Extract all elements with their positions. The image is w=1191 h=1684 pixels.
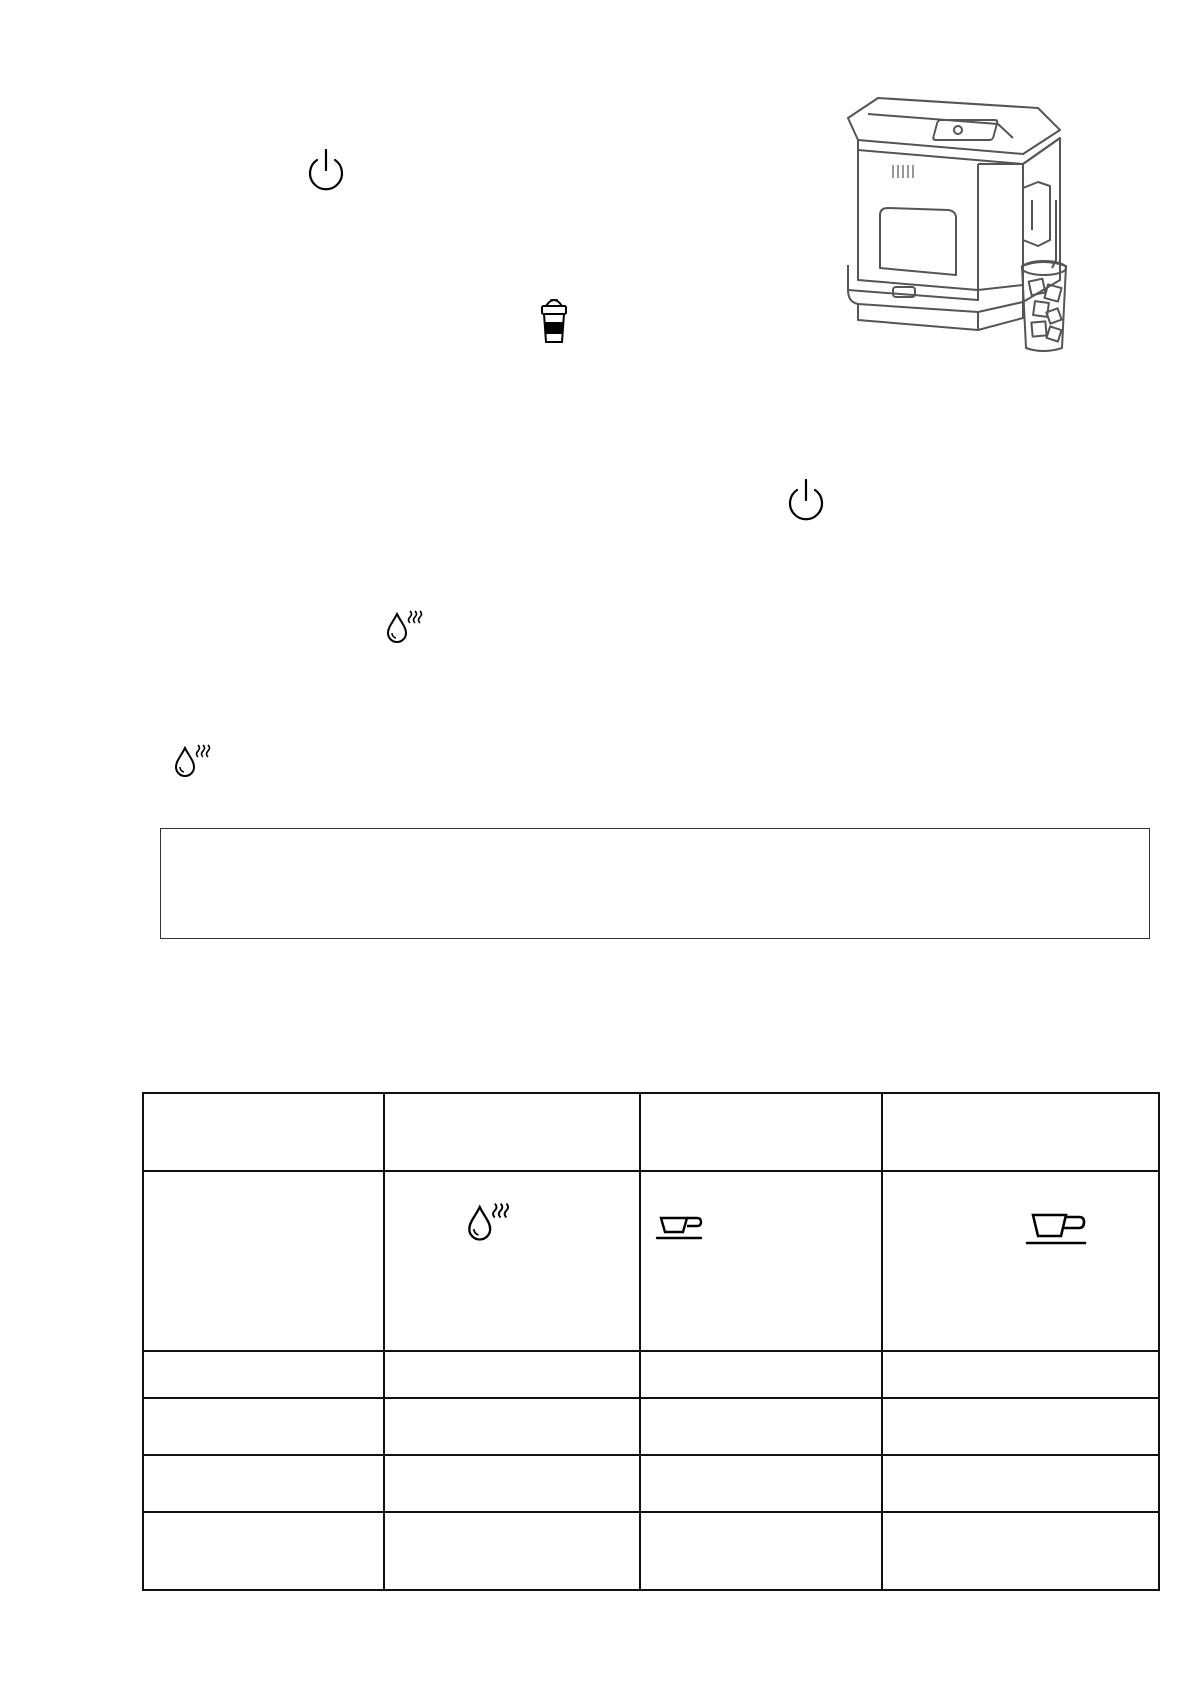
table-cell <box>640 1171 882 1351</box>
table-cell <box>384 1171 640 1351</box>
table-cell <box>640 1455 882 1512</box>
table-cell <box>384 1351 640 1398</box>
table-row <box>143 1455 1159 1512</box>
table-cell <box>640 1512 882 1590</box>
table-row <box>143 1171 1159 1351</box>
table-row <box>143 1398 1159 1455</box>
table-cell <box>882 1512 1159 1590</box>
table-cell <box>384 1093 640 1171</box>
note-box <box>160 828 1150 939</box>
travel-mug-icon <box>540 294 568 346</box>
table-cell <box>143 1093 384 1171</box>
table-cell <box>640 1093 882 1171</box>
table-row <box>143 1351 1159 1398</box>
table-cell <box>384 1512 640 1590</box>
small-cup-icon <box>655 1212 703 1242</box>
table-cell <box>882 1351 1159 1398</box>
table-cell <box>640 1398 882 1455</box>
large-cup-icon <box>1025 1212 1087 1246</box>
table-header-row <box>143 1093 1159 1171</box>
table-cell <box>143 1398 384 1455</box>
table-cell <box>143 1351 384 1398</box>
hot-water-drop-steam-icon <box>467 1200 511 1242</box>
power-icon <box>785 478 827 524</box>
table-row <box>143 1512 1159 1590</box>
hot-water-drop-steam-icon <box>174 742 212 778</box>
table-cell <box>882 1398 1159 1455</box>
power-icon <box>305 148 347 194</box>
table-cell <box>882 1455 1159 1512</box>
table-cell <box>143 1455 384 1512</box>
table-cell <box>143 1171 384 1351</box>
spec-table <box>142 1092 1160 1591</box>
table-cell <box>143 1512 384 1590</box>
table-cell <box>882 1093 1159 1171</box>
table-cell <box>640 1351 882 1398</box>
hot-water-drop-steam-icon <box>386 608 424 644</box>
table-cell <box>882 1171 1159 1351</box>
table-cell <box>384 1398 640 1455</box>
coffee-machine-illustration <box>838 90 1078 362</box>
table-cell <box>384 1455 640 1512</box>
